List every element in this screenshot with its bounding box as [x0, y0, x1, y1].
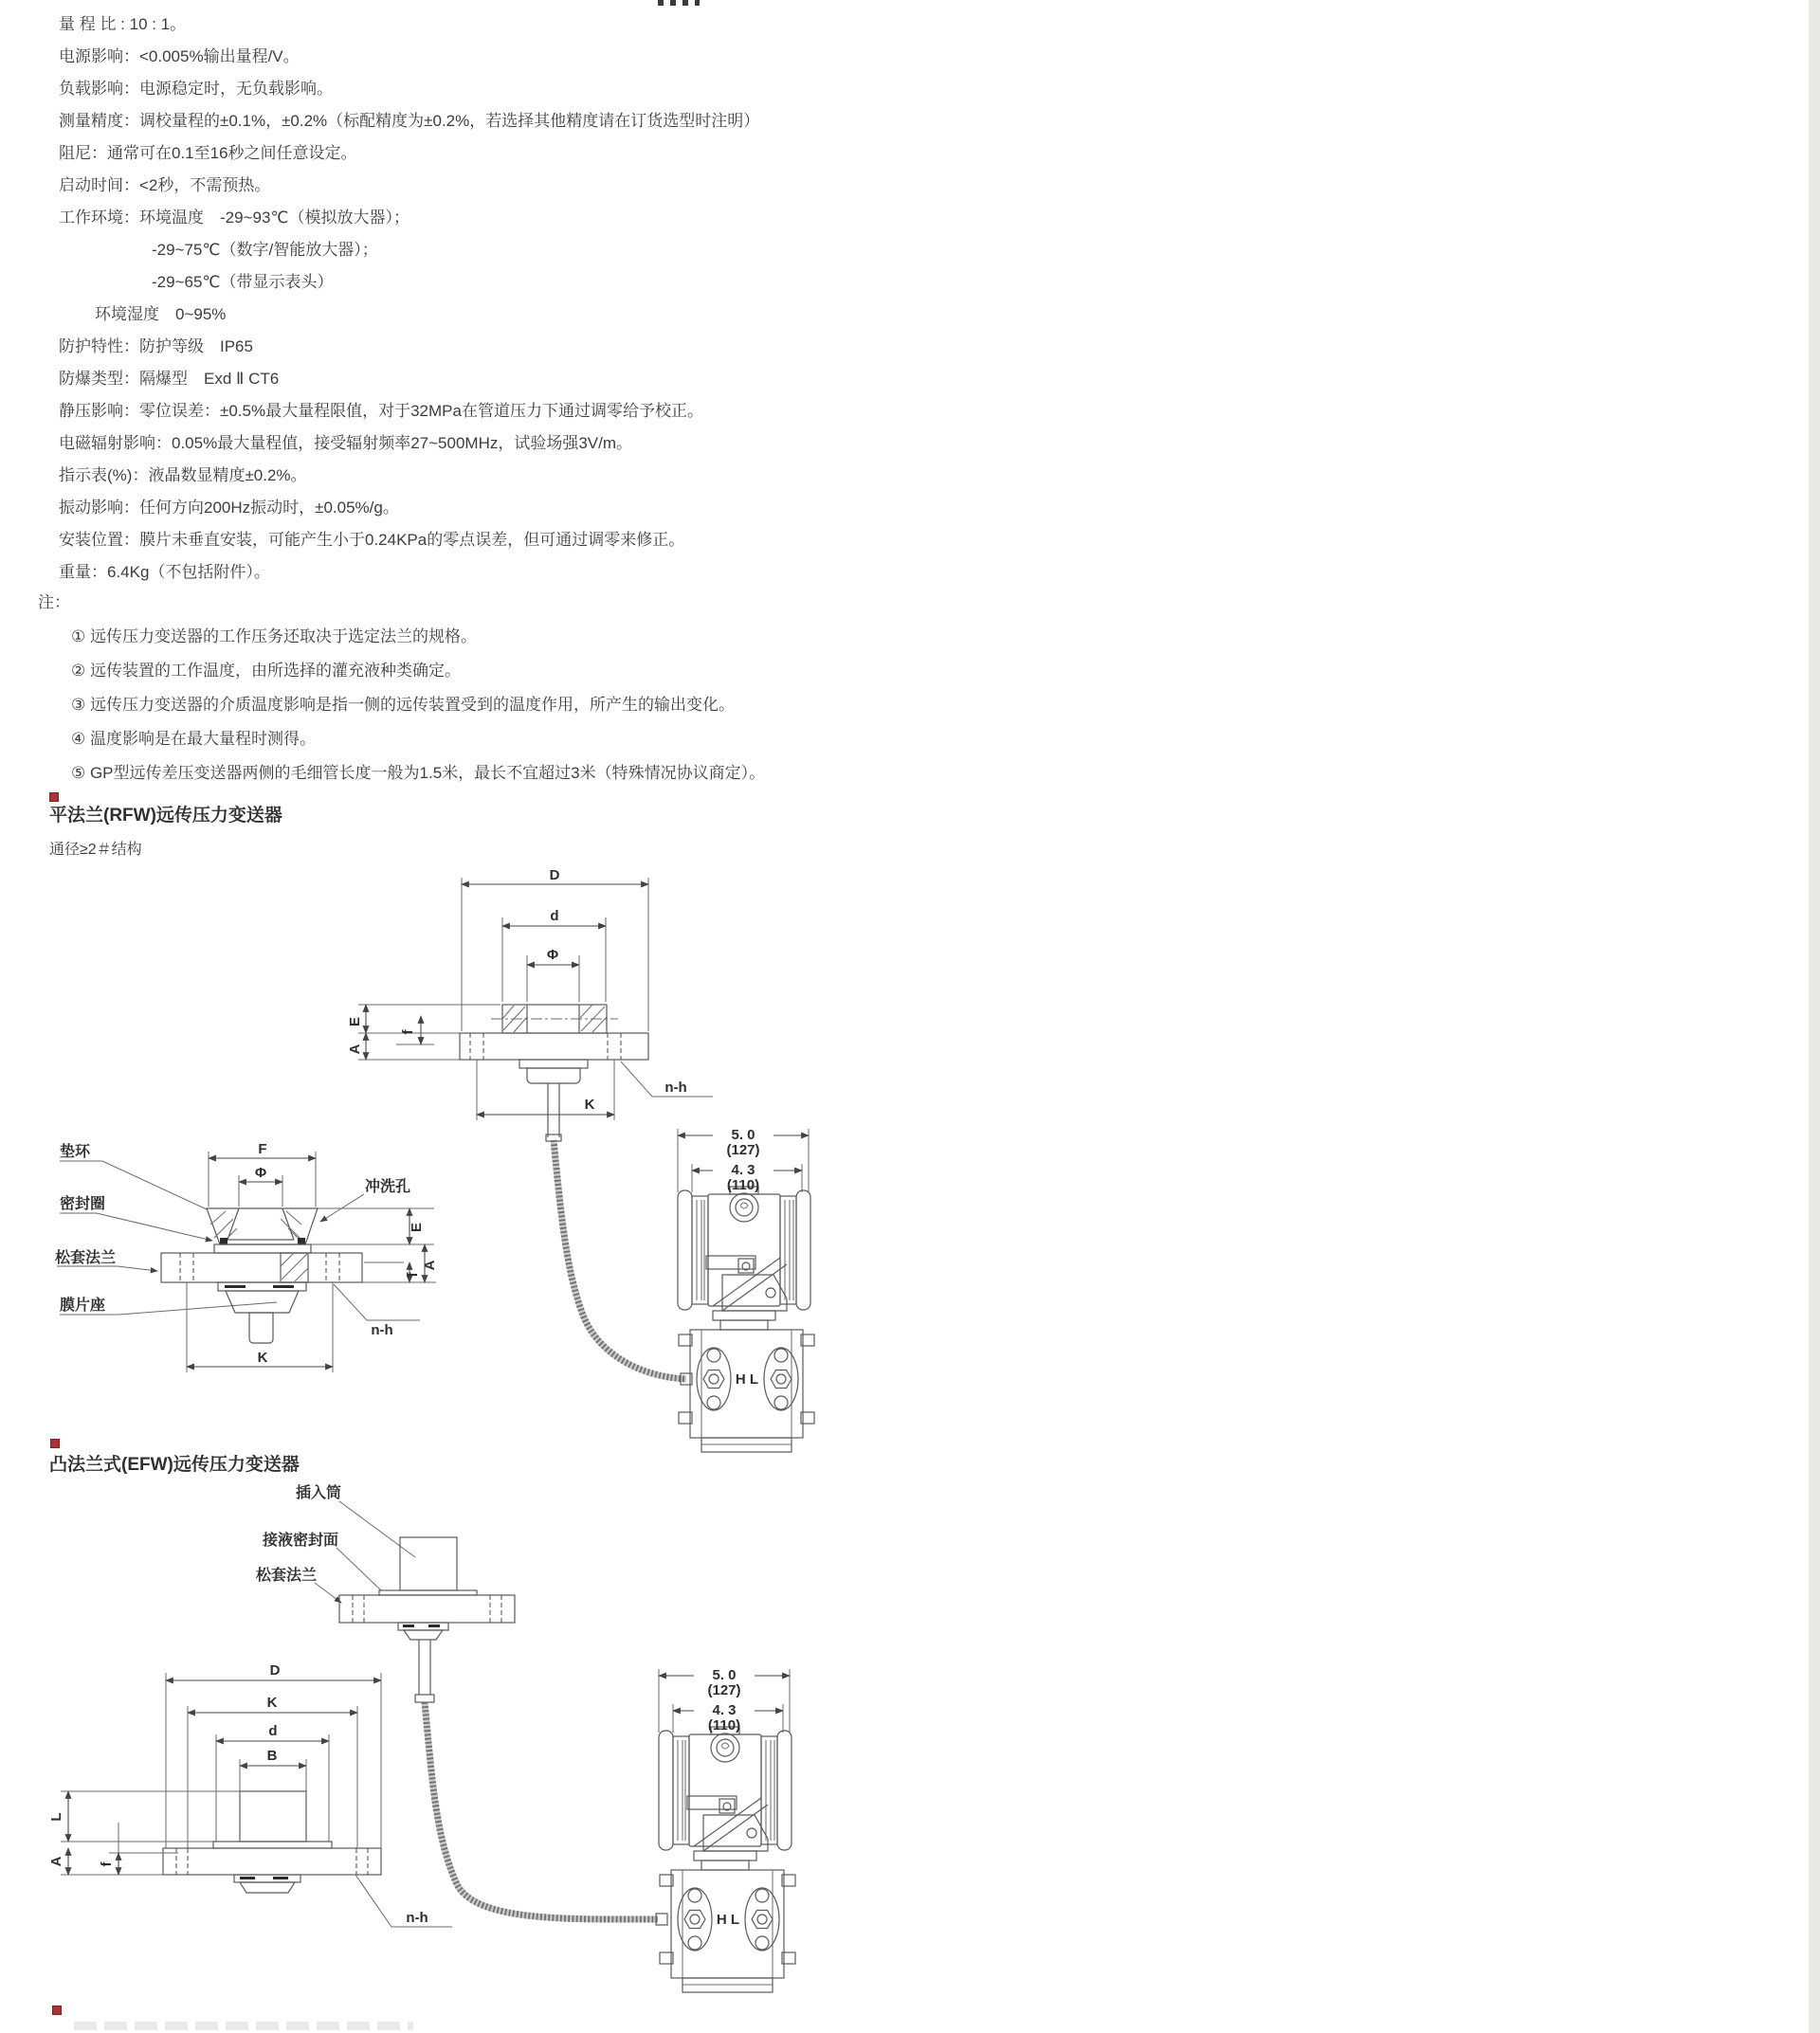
dim-label-width-in: 5. 0 — [712, 1667, 737, 1683]
spec-line: -29~65℃（带显示表头） — [152, 273, 334, 291]
dim-label-A: A — [422, 1260, 438, 1271]
part-label-seal-ring: 密封圈 — [60, 1196, 106, 1212]
spec-line: 安装位置：膜片未垂直安装，可能产生小于0.24KPa的零点误差，但可通过调零来修正。 — [59, 531, 685, 549]
dim-label-E: E — [347, 1016, 363, 1027]
note-item: ⑤ GP型远传差压变送器两侧的毛细管长度一般为1.5米，最长不宜超过3米（特殊情况协议商定）。 — [71, 764, 766, 782]
dim-label-E: E — [409, 1222, 425, 1233]
notes-label: 注： — [38, 593, 70, 611]
port-label-hl: H L — [716, 1912, 740, 1928]
dim-label-K: K — [257, 1350, 268, 1366]
efw-labelled-flange-drawing — [256, 1483, 515, 1695]
dim-label-width-in: 5. 0 — [731, 1127, 755, 1143]
dim-label-inner-in: 4. 3 — [731, 1162, 755, 1178]
dim-label-phi: Φ — [546, 947, 559, 963]
dim-label-width-mm: (127) — [726, 1142, 760, 1158]
capillary-tube — [546, 1134, 692, 1385]
note-item: ③ 远传压力变送器的介质温度影响是指一侧的远传装置受到的温度作用，所产生的输出变化。 — [71, 696, 735, 714]
rfw-section-title: 平法兰(RFW)远传压力变送器 — [49, 806, 282, 826]
rfw-diagrams — [38, 853, 853, 1450]
spec-line: 防爆类型：隔爆型 Exd Ⅱ CT6 — [59, 370, 280, 388]
dim-label-K: K — [584, 1097, 595, 1113]
cutoff-text-artifact — [74, 2022, 413, 2030]
spec-line: 重量：6.4Kg（不包括附件）。 — [59, 563, 270, 581]
spec-line: 阻尼：通常可在0.1至16秒之间任意设定。 — [59, 144, 357, 162]
rfw-section-subtitle: 通径≥2＃结构 — [49, 842, 142, 858]
spec-line: 防护特性：防护等级 IP65 — [59, 337, 253, 355]
spec-line: 量 程 比 : 10 : 1。 — [59, 15, 187, 33]
rfw-detail-flange-drawing — [55, 1141, 438, 1372]
note-item: ② 远传装置的工作温度，由所选择的灌充液种类确定。 — [71, 662, 461, 680]
page-edge — [1809, 0, 1820, 2033]
dim-label-B: B — [266, 1748, 278, 1764]
capillary-tube — [415, 1695, 667, 1925]
spec-line: 测量精度：调校量程的±0.1%，±0.2%（标配精度为±0.2%，若选择其他精度请在订货选型时注明） — [59, 112, 760, 130]
dim-label-phi: Φ — [254, 1165, 267, 1181]
spec-line: 电磁辐射影响：0.05%最大量程值，接受辐射频率27~500MHz，试验场强3V/m。 — [59, 434, 633, 452]
section-marker-icon — [50, 1439, 60, 1448]
part-label-loose-flange: 松套法兰 — [55, 1250, 117, 1266]
dim-label-inner-mm: (110) — [726, 1177, 760, 1193]
section-marker-icon — [52, 2006, 62, 2015]
spec-line: 负载影响：电源稳定时，无负载影响。 — [59, 80, 333, 98]
cutoff-text-artifact — [658, 0, 700, 6]
spec-line: 指示表(%)：液晶数显精度±0.2%。 — [59, 466, 307, 484]
dim-label-f: f — [400, 1029, 416, 1035]
spec-line: 工作环境：环境温度 -29~93℃（模拟放大器）； — [59, 209, 410, 227]
spec-list — [59, 9, 759, 589]
dim-label-L: L — [48, 1812, 64, 1822]
dim-label-inner-mm: (110) — [707, 1717, 741, 1733]
dim-label-K: K — [266, 1695, 278, 1711]
dim-label-width-mm: (127) — [707, 1682, 741, 1698]
spec-line: 环境湿度 0~95% — [95, 305, 227, 323]
spec-line: 静压影响：零位误差：±0.5%最大量程限值，对于32MPa在管道压力下通过调零给予校正。 — [59, 402, 703, 420]
dim-label-A: A — [347, 1044, 363, 1055]
spec-line: 振动影响：任何方向200Hz振动时，±0.05%/g。 — [59, 499, 399, 517]
part-label-flush-hole: 冲洗孔 — [365, 1179, 411, 1195]
spec-line: 电源影响：<0.005%输出量程/V。 — [59, 47, 300, 65]
note-item: ① 远传压力变送器的工作压务还取决于选定法兰的规格。 — [71, 627, 477, 645]
dim-label-nh: n-h — [664, 1080, 687, 1096]
efw-dimension-drawing — [48, 1662, 452, 1927]
dim-label-d: d — [268, 1723, 278, 1739]
efw-diagrams — [38, 1479, 853, 2033]
part-label-diaphragm-seat: 膜片座 — [60, 1298, 106, 1314]
dim-label-f: f — [99, 1861, 115, 1867]
dim-label-nh: n-h — [371, 1322, 393, 1338]
part-label-wetted-seal-face: 接液密封面 — [263, 1533, 339, 1549]
spec-line: 启动时间：<2秒，不需预热。 — [59, 176, 271, 194]
port-label-hl: H L — [735, 1371, 759, 1388]
dim-label-A: A — [48, 1856, 64, 1867]
rfw-top-flange-drawing — [347, 867, 713, 1137]
dim-label-D: D — [549, 867, 560, 883]
part-label-loose-flange: 松套法兰 — [256, 1568, 318, 1584]
part-label-gasket: 垫环 — [60, 1144, 91, 1160]
dim-label-F: F — [258, 1141, 267, 1157]
notes-block — [38, 586, 765, 790]
efw-section-title: 凸法兰式(EFW)远传压力变送器 — [49, 1455, 300, 1475]
dim-label-inner-in: 4. 3 — [712, 1702, 737, 1718]
spec-line: -29~75℃（数字/智能放大器）； — [152, 241, 378, 259]
dim-label-d: d — [550, 908, 559, 924]
part-label-insert-tube: 插入筒 — [296, 1485, 342, 1501]
note-item: ④ 温度影响是在最大量程时测得。 — [71, 730, 316, 748]
dim-label-nh: n-h — [406, 1910, 428, 1926]
dim-label-D: D — [269, 1662, 281, 1679]
dim-label-f: f — [405, 1272, 421, 1278]
